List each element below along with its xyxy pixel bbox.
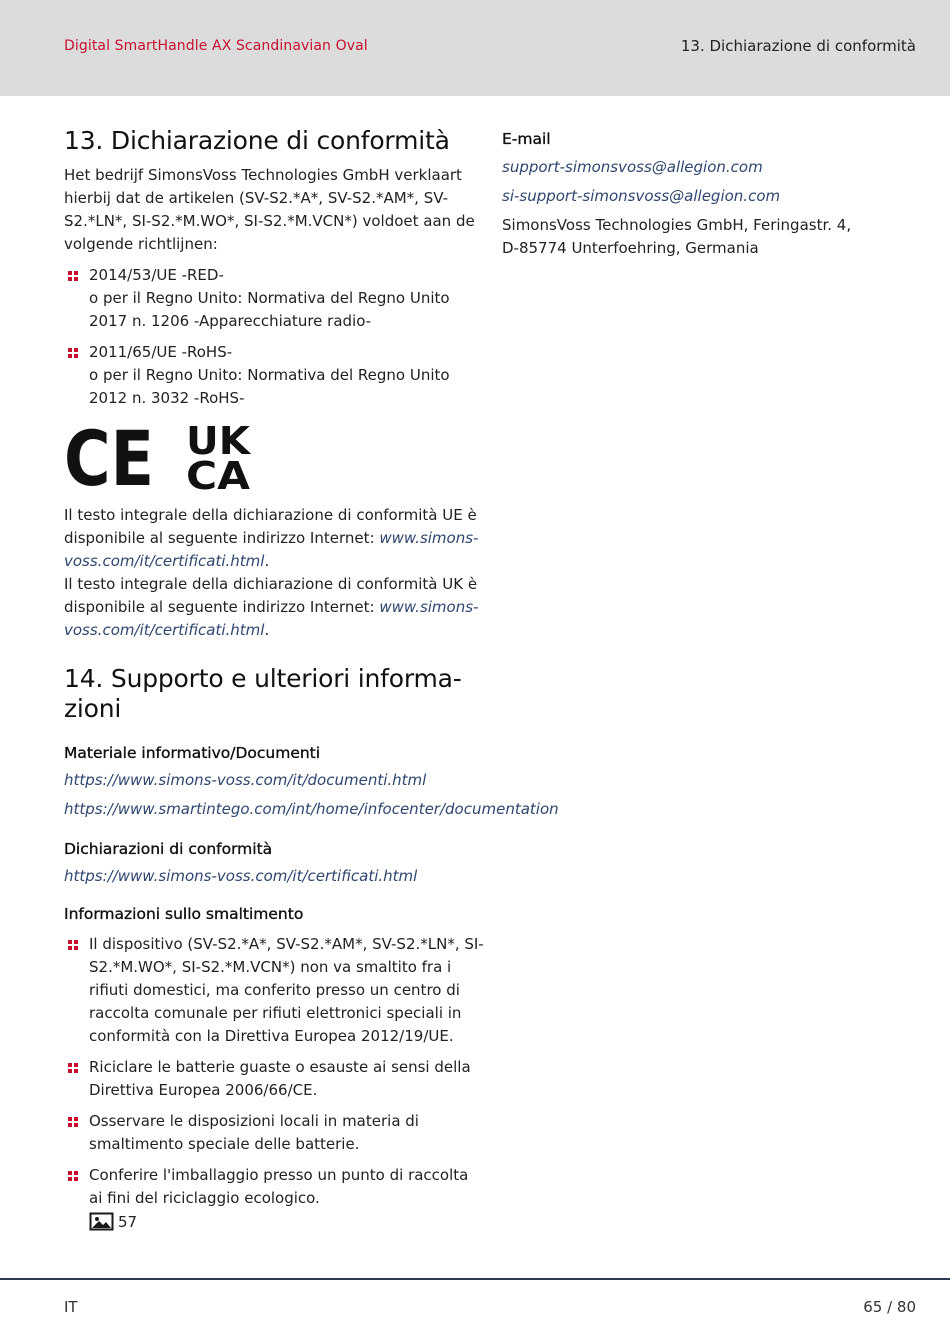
eu-declaration-sentence: Il testo integrale della dichiarazione di conformità UE è disponibile al seguente indirizzo Internet: [64, 506, 477, 547]
directive-code: 2014/53/UE -RED- [89, 266, 224, 284]
eu-declaration-link[interactable]: www.simons-voss.com/it/certificati.html [64, 529, 479, 570]
bullet-icon [68, 940, 78, 950]
si-support-email-link[interactable]: si-support-simonsvoss@allegion.com [502, 187, 781, 205]
page-header [0, 0, 950, 96]
certification-marks [64, 414, 484, 503]
bullet-icon [68, 1171, 78, 1181]
bullet-icon [68, 271, 78, 281]
ukca-mark-bottom: CA [186, 454, 251, 498]
declarations-heading: Dichiarazioni di conformità [64, 840, 273, 858]
docs-link-simonsvoss[interactable]: https://www.simons-voss.com/it/documenti.html [64, 771, 427, 789]
header-section-title: 13. Dichiarazione di conformità [680, 37, 916, 55]
docs-link-smartintego[interactable]: https://www.smartintego.com/int/home/infocenter/documentation [64, 800, 559, 818]
footer-page-number: 65 / 80 [863, 1298, 916, 1316]
bullet-icon [68, 1117, 78, 1127]
support-title: 14. Supporto e ulteriori informa-zioni [64, 664, 462, 723]
uk-declaration-text [64, 573, 484, 642]
eu-declaration-text [64, 504, 484, 573]
support-email-link[interactable]: support-simonsvoss@allegion.com [502, 158, 763, 176]
directive-code: 2011/65/UE -RoHS- [89, 343, 233, 361]
directive-uk-note: o per il Regno Unito: Normativa del Regno Unito 2012 n. 3032 -RoHS- [89, 366, 450, 407]
ce-mark-text: CE [64, 414, 154, 503]
disposal-item-text: Riciclare le batterie guaste o esauste ai sensi della Direttiva Europea 2006/66/CE. [89, 1058, 471, 1099]
header-product-name: Digital SmartHandle AX Scandinavian Oval [64, 38, 368, 54]
ukca-mark-icon [186, 419, 252, 498]
list-item [64, 1056, 484, 1102]
email-heading: E-mail [502, 130, 551, 148]
disposal-list [64, 933, 484, 1210]
list-item [64, 341, 484, 410]
uk-declaration-link[interactable]: www.simons-voss.com/it/certificati.html [64, 598, 479, 639]
image-reference[interactable] [64, 1212, 484, 1231]
declarations-link[interactable]: https://www.simons-voss.com/it/certificati.html [64, 867, 418, 885]
list-item [64, 933, 484, 1048]
image-icon [89, 1212, 114, 1231]
ukca-mark-top: UK [186, 419, 252, 463]
list-item [64, 1110, 484, 1156]
list-item [64, 264, 484, 333]
uk-declaration-sentence: Il testo integrale della dichiarazione di conformità UK è disponibile al seguente indirizzo Internet: [64, 575, 478, 616]
disposal-heading: Informazioni sullo smaltimento [64, 905, 304, 923]
ce-mark-icon [64, 414, 156, 503]
period: . [264, 621, 270, 639]
list-item [64, 1164, 484, 1210]
bullet-icon [68, 348, 78, 358]
right-column [502, 128, 912, 260]
image-reference-number: 57 [118, 1212, 138, 1231]
footer-language: IT [64, 1298, 78, 1316]
bullet-icon [68, 1063, 78, 1073]
conformity-intro: Het bedrijf SimonsVoss Technologies GmbH verklaart hierbij dat de artikelen (SV-S2.*A*, SV-S2.*AM*, SV-S2.*LN*, SI-S2.*M.WO*, SI-S2.*M.VCN*) voldoet aan de volgende richtlijnen: [64, 166, 475, 253]
docs-heading: Materiale informativo/Documenti [64, 744, 321, 762]
disposal-item-text: Conferire l'imballaggio presso un punto di raccolta ai fini del riciclaggio ecologico. [89, 1166, 469, 1207]
directive-list [64, 264, 484, 410]
period: . [264, 552, 270, 570]
disposal-item-text: Il dispositivo (SV-S2.*A*, SV-S2.*AM*, SV-S2.*LN*, SI-S2.*M.WO*, SI-S2.*M.VCN*) non va smaltito fra i rifiuti domestici, ma conferito presso un centro di raccolta comunale per rifiuti elettronici speciali in conformità con la Direttiva Europea 2012/19/UE. [89, 935, 484, 1045]
directive-uk-note: o per il Regno Unito: Normativa del Regno Unito 2017 n. 1206 -Apparecchiature radio- [89, 289, 450, 330]
company-address: SimonsVoss Technologies GmbH, Feringastr. 4, D-85774 Unterfoehring, Germania [502, 216, 852, 257]
footer-divider [0, 1278, 950, 1280]
disposal-item-text: Osservare le disposizioni locali in materia di smaltimento speciale delle batterie. [89, 1112, 419, 1153]
conformity-title: 13. Dichiarazione di conformità [64, 126, 450, 155]
